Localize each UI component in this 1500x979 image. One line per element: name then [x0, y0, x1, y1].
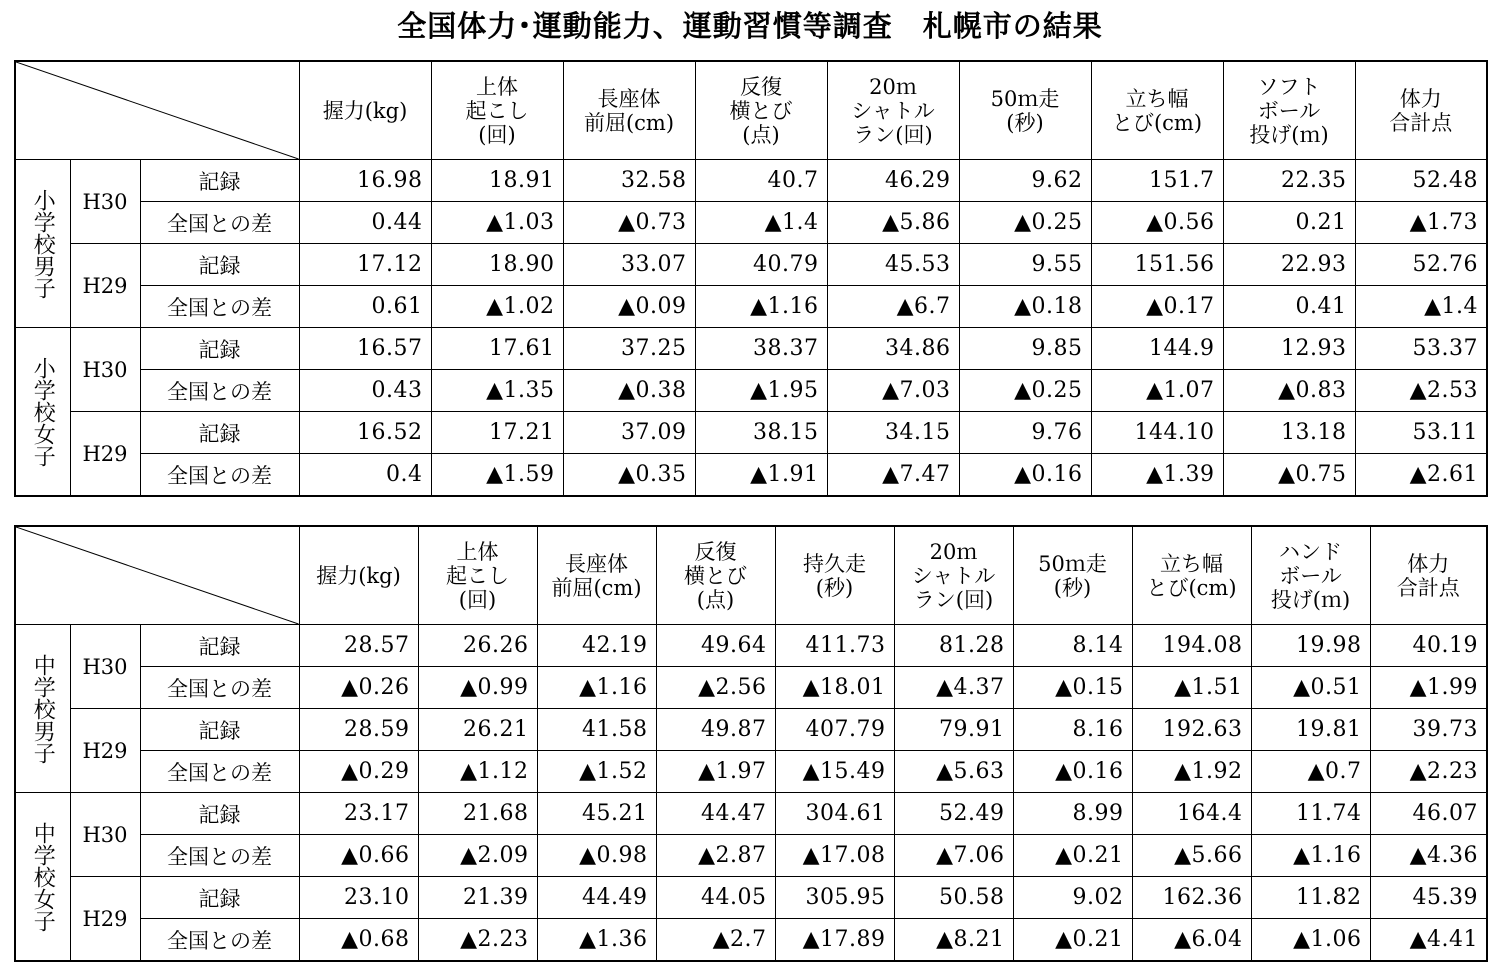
diff-value: ▲0.26	[299, 667, 418, 709]
diff-value: ▲0.25	[959, 370, 1091, 412]
diff-value: ▲1.95	[695, 370, 827, 412]
record-value: 8.16	[1013, 709, 1132, 751]
record-value: 50.58	[894, 877, 1013, 919]
record-value: 38.37	[695, 328, 827, 370]
record-value: 192.63	[1132, 709, 1251, 751]
diff-value: ▲0.68	[299, 919, 418, 962]
table-row	[15, 286, 1487, 328]
record-value: 17.61	[431, 328, 563, 370]
record-value: 32.58	[563, 160, 695, 202]
record-value: 39.73	[1370, 709, 1487, 751]
record-label: 記録	[140, 328, 299, 370]
record-value: 16.57	[299, 328, 431, 370]
record-value: 9.62	[959, 160, 1091, 202]
table-row	[15, 709, 1487, 751]
record-value: 40.7	[695, 160, 827, 202]
record-value: 44.49	[537, 877, 656, 919]
diff-value: ▲1.35	[431, 370, 563, 412]
diff-value: ▲0.15	[1013, 667, 1132, 709]
record-value: 18.91	[431, 160, 563, 202]
record-value: 151.56	[1091, 244, 1223, 286]
record-value: 9.02	[1013, 877, 1132, 919]
diff-value: ▲4.36	[1370, 835, 1487, 877]
record-value: 151.7	[1091, 160, 1223, 202]
table-row	[15, 793, 1487, 835]
record-value: 12.93	[1223, 328, 1355, 370]
diff-value: ▲0.73	[563, 202, 695, 244]
column-header: 上体 起こし (回)	[418, 526, 537, 625]
record-value: 49.87	[656, 709, 775, 751]
record-value: 53.11	[1355, 412, 1487, 454]
diff-value: ▲0.21	[1013, 919, 1132, 962]
record-value: 46.29	[827, 160, 959, 202]
record-value: 304.61	[775, 793, 894, 835]
diff-value: ▲0.16	[959, 454, 1091, 497]
record-value: 144.9	[1091, 328, 1223, 370]
column-header: 反復 横とび (点)	[656, 526, 775, 625]
record-value: 8.14	[1013, 625, 1132, 667]
record-value: 34.15	[827, 412, 959, 454]
table-row	[15, 412, 1487, 454]
diff-value: ▲1.39	[1091, 454, 1223, 497]
diff-value: ▲5.86	[827, 202, 959, 244]
diff-value: ▲1.16	[1251, 835, 1370, 877]
diff-value: ▲0.56	[1091, 202, 1223, 244]
diff-value: ▲2.56	[656, 667, 775, 709]
diff-label: 全国との差	[140, 667, 299, 709]
diff-value: ▲2.7	[656, 919, 775, 962]
table-row	[15, 202, 1487, 244]
record-value: 162.36	[1132, 877, 1251, 919]
diff-value: 0.61	[299, 286, 431, 328]
record-value: 22.93	[1223, 244, 1355, 286]
record-value: 21.68	[418, 793, 537, 835]
record-label: 記録	[140, 412, 299, 454]
diff-value: ▲0.17	[1091, 286, 1223, 328]
diff-value: ▲1.16	[695, 286, 827, 328]
table-row	[15, 454, 1487, 497]
diff-value: ▲1.91	[695, 454, 827, 497]
diff-label: 全国との差	[140, 919, 299, 962]
year-label: H30	[70, 793, 140, 877]
diff-label: 全国との差	[140, 454, 299, 497]
corner-cell	[15, 526, 299, 625]
year-label: H30	[70, 160, 140, 244]
diff-value: ▲8.21	[894, 919, 1013, 962]
diff-value: ▲18.01	[775, 667, 894, 709]
record-value: 144.10	[1091, 412, 1223, 454]
diff-label: 全国との差	[140, 286, 299, 328]
table-row	[15, 877, 1487, 919]
record-value: 28.59	[299, 709, 418, 751]
diff-value: ▲0.99	[418, 667, 537, 709]
record-value: 45.21	[537, 793, 656, 835]
table-row	[15, 667, 1487, 709]
diff-value: ▲0.66	[299, 835, 418, 877]
table-row	[15, 328, 1487, 370]
table-row	[15, 751, 1487, 793]
record-value: 40.19	[1370, 625, 1487, 667]
group-label	[15, 328, 70, 497]
record-value: 37.09	[563, 412, 695, 454]
diff-value: ▲0.35	[563, 454, 695, 497]
record-value: 19.81	[1251, 709, 1370, 751]
table-row	[15, 625, 1487, 667]
record-value: 9.55	[959, 244, 1091, 286]
diff-value: ▲17.08	[775, 835, 894, 877]
column-header: 長座体 前屈(cm)	[537, 526, 656, 625]
diff-label: 全国との差	[140, 751, 299, 793]
table-row	[15, 919, 1487, 962]
diff-value: 0.44	[299, 202, 431, 244]
record-value: 13.18	[1223, 412, 1355, 454]
column-header: 50ｍ走 (秒)	[959, 61, 1091, 160]
diff-value: ▲2.23	[1370, 751, 1487, 793]
record-value: 81.28	[894, 625, 1013, 667]
group-label	[15, 625, 70, 793]
table-row	[15, 160, 1487, 202]
record-value: 45.39	[1370, 877, 1487, 919]
diff-value: ▲0.21	[1013, 835, 1132, 877]
record-value: 9.85	[959, 328, 1091, 370]
diff-label: 全国との差	[140, 202, 299, 244]
record-value: 34.86	[827, 328, 959, 370]
diff-value: ▲0.18	[959, 286, 1091, 328]
junior-high-results-table	[14, 525, 1488, 962]
diff-value: 0.43	[299, 370, 431, 412]
record-value: 21.39	[418, 877, 537, 919]
diff-value: ▲2.87	[656, 835, 775, 877]
diff-value: ▲0.16	[1013, 751, 1132, 793]
group-label-text: 中学校男子	[30, 653, 56, 764]
group-label	[15, 793, 70, 962]
page-title: 全国体力･運動能力、運動習慣等調査 札幌市の結果	[397, 9, 1103, 43]
record-value: 26.21	[418, 709, 537, 751]
year-label: H29	[70, 877, 140, 962]
diff-label: 全国との差	[140, 370, 299, 412]
record-value: 23.10	[299, 877, 418, 919]
record-value: 19.98	[1251, 625, 1370, 667]
record-value: 52.76	[1355, 244, 1487, 286]
record-value: 45.53	[827, 244, 959, 286]
record-value: 49.64	[656, 625, 775, 667]
record-value: 194.08	[1132, 625, 1251, 667]
diff-value: ▲1.52	[537, 751, 656, 793]
diff-value: ▲1.73	[1355, 202, 1487, 244]
record-value: 44.05	[656, 877, 775, 919]
table-row	[15, 835, 1487, 877]
column-header: 長座体 前屈(cm)	[563, 61, 695, 160]
diff-value: ▲1.02	[431, 286, 563, 328]
diff-value: ▲0.98	[537, 835, 656, 877]
diff-value: ▲0.29	[299, 751, 418, 793]
diff-value: ▲1.06	[1251, 919, 1370, 962]
diff-value: ▲2.23	[418, 919, 537, 962]
column-header: 上体 起こし (回)	[431, 61, 563, 160]
column-header: 持久走 (秒)	[775, 526, 894, 625]
record-value: 16.98	[299, 160, 431, 202]
year-label: H30	[70, 328, 140, 412]
diff-value: ▲7.47	[827, 454, 959, 497]
diff-value: ▲0.75	[1223, 454, 1355, 497]
record-value: 411.73	[775, 625, 894, 667]
record-value: 41.58	[537, 709, 656, 751]
record-value: 164.4	[1132, 793, 1251, 835]
column-header: 50ｍ走 (秒)	[1013, 526, 1132, 625]
column-header: 握力(kg)	[299, 61, 431, 160]
record-value: 52.49	[894, 793, 1013, 835]
record-value: 8.99	[1013, 793, 1132, 835]
diff-value: ▲1.36	[537, 919, 656, 962]
record-value: 26.26	[418, 625, 537, 667]
record-value: 42.19	[537, 625, 656, 667]
corner-cell	[15, 61, 299, 160]
diff-value: ▲1.51	[1132, 667, 1251, 709]
diff-value: ▲1.4	[695, 202, 827, 244]
diff-value: 0.4	[299, 454, 431, 497]
year-label: H30	[70, 625, 140, 709]
record-value: 37.25	[563, 328, 695, 370]
column-header: 立ち幅 とび(cm)	[1132, 526, 1251, 625]
record-value: 11.82	[1251, 877, 1370, 919]
column-header: 握力(kg)	[299, 526, 418, 625]
group-label-text: 小学校男子	[30, 188, 56, 299]
record-value: 44.47	[656, 793, 775, 835]
diff-value: ▲0.83	[1223, 370, 1355, 412]
diff-value: ▲1.97	[656, 751, 775, 793]
record-value: 9.76	[959, 412, 1091, 454]
diff-value: 0.41	[1223, 286, 1355, 328]
diff-value: ▲5.66	[1132, 835, 1251, 877]
record-value: 79.91	[894, 709, 1013, 751]
diff-value: ▲0.51	[1251, 667, 1370, 709]
record-label: 記録	[140, 709, 299, 751]
record-value: 22.35	[1223, 160, 1355, 202]
record-value: 16.52	[299, 412, 431, 454]
diff-value: ▲4.41	[1370, 919, 1487, 962]
column-header: 体力 合計点	[1370, 526, 1487, 625]
record-value: 17.12	[299, 244, 431, 286]
diff-label: 全国との差	[140, 835, 299, 877]
record-value: 38.15	[695, 412, 827, 454]
diff-value: ▲2.61	[1355, 454, 1487, 497]
diff-value: ▲0.09	[563, 286, 695, 328]
year-label: H29	[70, 244, 140, 328]
column-header: ソフト ボール 投げ(ｍ)	[1223, 61, 1355, 160]
diff-value: ▲17.89	[775, 919, 894, 962]
record-label: 記録	[140, 625, 299, 667]
group-label	[15, 160, 70, 328]
record-value: 40.79	[695, 244, 827, 286]
diff-value: ▲7.06	[894, 835, 1013, 877]
record-value: 53.37	[1355, 328, 1487, 370]
diff-value: ▲2.53	[1355, 370, 1487, 412]
record-value: 17.21	[431, 412, 563, 454]
diff-value: ▲1.59	[431, 454, 563, 497]
column-header: 20ｍ シャトル ラン(回)	[894, 526, 1013, 625]
diff-value: ▲1.99	[1370, 667, 1487, 709]
diff-value: ▲15.49	[775, 751, 894, 793]
group-label-text: 中学校女子	[30, 821, 56, 932]
record-label: 記録	[140, 793, 299, 835]
diff-value: ▲4.37	[894, 667, 1013, 709]
year-label: H29	[70, 709, 140, 793]
table-row	[15, 244, 1487, 286]
column-header: 立ち幅 とび(cm)	[1091, 61, 1223, 160]
record-value: 33.07	[563, 244, 695, 286]
diff-value: ▲0.25	[959, 202, 1091, 244]
diff-value: ▲0.38	[563, 370, 695, 412]
record-value: 18.90	[431, 244, 563, 286]
diff-value: ▲6.7	[827, 286, 959, 328]
diff-value: ▲1.03	[431, 202, 563, 244]
record-label: 記録	[140, 244, 299, 286]
diff-value: ▲1.4	[1355, 286, 1487, 328]
record-value: 46.07	[1370, 793, 1487, 835]
column-header: ハンド ボール 投げ(ｍ)	[1251, 526, 1370, 625]
diff-value: ▲0.7	[1251, 751, 1370, 793]
record-value: 11.74	[1251, 793, 1370, 835]
record-value: 28.57	[299, 625, 418, 667]
diff-value: ▲6.04	[1132, 919, 1251, 962]
diff-value: ▲1.16	[537, 667, 656, 709]
diff-value: ▲1.12	[418, 751, 537, 793]
diff-value: ▲5.63	[894, 751, 1013, 793]
diff-value: ▲7.03	[827, 370, 959, 412]
record-label: 記録	[140, 877, 299, 919]
column-header: 反復 横とび (点)	[695, 61, 827, 160]
table-row	[15, 370, 1487, 412]
record-value: 52.48	[1355, 160, 1487, 202]
record-label: 記録	[140, 160, 299, 202]
diff-value: ▲1.92	[1132, 751, 1251, 793]
record-value: 305.95	[775, 877, 894, 919]
diff-value: ▲1.07	[1091, 370, 1223, 412]
group-label-text: 小学校女子	[30, 356, 56, 467]
column-header: 20ｍ シャトル ラン(回)	[827, 61, 959, 160]
column-header: 体力 合計点	[1355, 61, 1487, 160]
year-label: H29	[70, 412, 140, 497]
diff-value: ▲2.09	[418, 835, 537, 877]
record-value: 23.17	[299, 793, 418, 835]
elementary-results-table	[14, 60, 1488, 497]
diff-value: 0.21	[1223, 202, 1355, 244]
record-value: 407.79	[775, 709, 894, 751]
